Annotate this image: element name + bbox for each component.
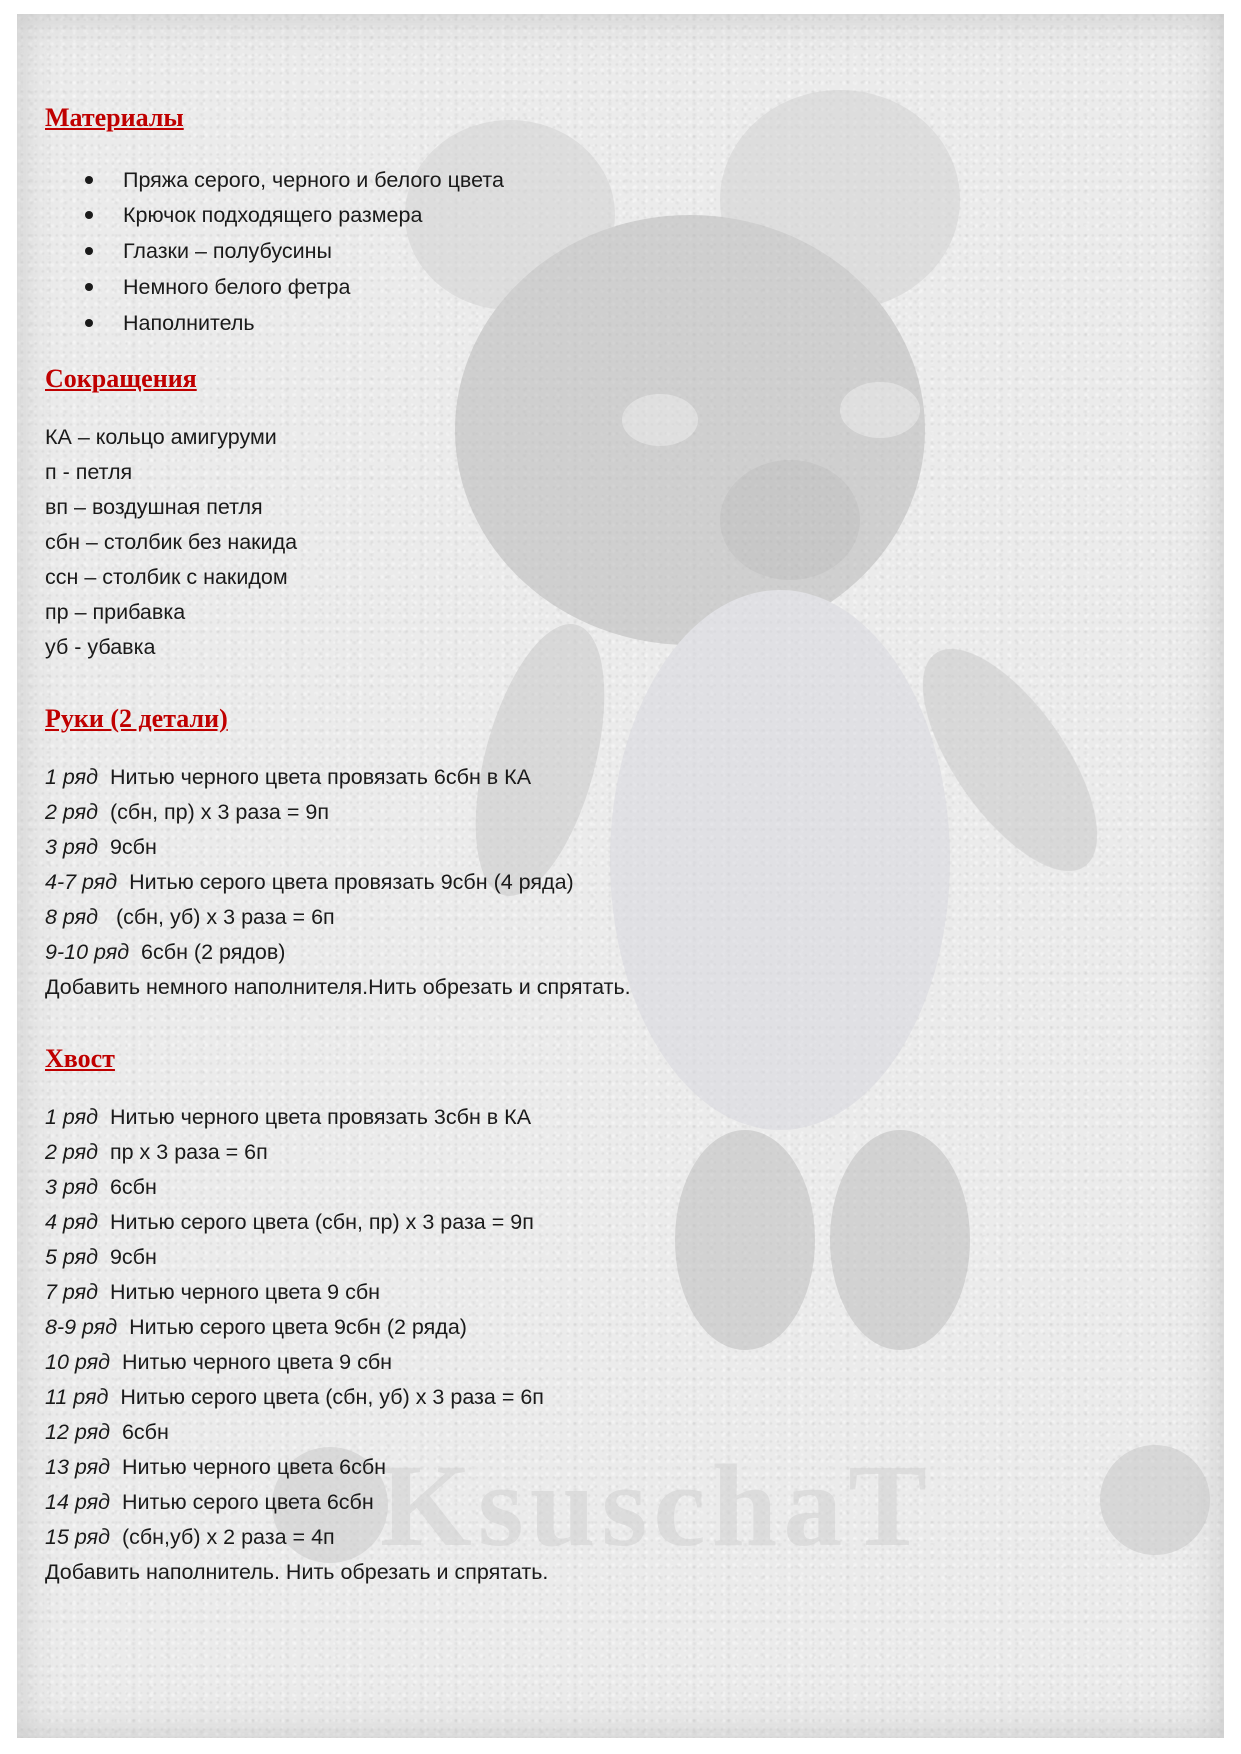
bullet-icon — [85, 319, 93, 327]
row-text: Нитью черного цвета провязать 3сбн в КА — [109, 1105, 532, 1129]
instruction-row — [45, 1104, 531, 1130]
row-text: Нитью черного цвета провязать 6сбн в КА — [109, 765, 532, 789]
abbreviation-item: уб - убавка — [45, 635, 156, 659]
watermark-body — [610, 590, 950, 1130]
instruction-row — [45, 1419, 169, 1445]
row-text: Нитью серого цвета (сбн, уб) х 3 раза = 6п — [120, 1385, 544, 1409]
instruction-row — [45, 1524, 335, 1550]
instruction-row — [45, 1244, 157, 1270]
row-label: 3 ряд — [45, 1175, 99, 1199]
abbreviation-item: п - петля — [45, 460, 133, 484]
watermark-leg-right — [830, 1130, 970, 1350]
heading-tail: Хвост — [45, 1044, 115, 1073]
instruction-row — [45, 1209, 534, 1235]
instruction-row — [45, 834, 157, 860]
row-text: Нитью серого цвета провязать 9сбн (4 ряда) — [129, 870, 574, 894]
instruction-row — [45, 1349, 392, 1375]
row-text: Нитью серого цвета 9сбн (2 ряда) — [129, 1315, 467, 1339]
instruction-row — [45, 1279, 380, 1305]
heading-abbreviations: Сокращения — [45, 364, 197, 393]
row-label: 1 ряд — [45, 1105, 99, 1129]
instruction-row — [45, 1314, 467, 1340]
row-label: 15 ряд — [45, 1525, 110, 1549]
watermark-eye-right — [840, 382, 920, 438]
row-label: 4-7 ряд — [45, 870, 118, 894]
row-label: 11 ряд — [45, 1385, 109, 1409]
row-label: 3 ряд — [45, 835, 99, 859]
watermark-leg-left — [675, 1130, 815, 1350]
row-label: 13 ряд — [45, 1455, 110, 1479]
row-label: 10 ряд — [45, 1350, 110, 1374]
row-label: 8-9 ряд — [45, 1315, 118, 1339]
instruction-row — [45, 1454, 386, 1480]
instruction-row — [45, 869, 574, 895]
arms-note: Добавить немного наполнителя.Нить обрезать и спрятать. — [45, 975, 631, 999]
watermark-eye-left — [622, 394, 698, 446]
instruction-row — [45, 939, 285, 965]
row-text: пр х 3 раза = 6п — [109, 1140, 268, 1164]
row-text: (сбн, уб) х 3 раза = 6п — [109, 905, 335, 929]
watermark-snout — [720, 460, 860, 580]
instruction-row — [45, 764, 531, 790]
row-label: 2 ряд — [45, 800, 99, 824]
abbreviation-item: вп – воздушная петля — [45, 495, 263, 519]
abbreviation-item: ссн – столбик с накидом — [45, 565, 288, 589]
row-text: 6сбн — [121, 1420, 169, 1444]
heading-arms: Руки (2 детали) — [45, 704, 228, 733]
bullet-icon — [85, 211, 93, 219]
abbreviation-item: пр – прибавка — [45, 600, 186, 624]
row-label: 8 ряд — [45, 905, 99, 929]
row-label: 9-10 ряд — [45, 940, 130, 964]
row-text: 6сбн (2 рядов) — [141, 940, 286, 964]
row-text: Нитью черного цвета 9 сбн — [121, 1350, 393, 1374]
row-label: 7 ряд — [45, 1280, 99, 1304]
row-label: 12 ряд — [45, 1420, 110, 1444]
watermark-logo-text: KsuschaT — [380, 1440, 933, 1571]
bullet-icon — [85, 247, 93, 255]
row-text: (сбн, пр) х 3 раза = 9п — [109, 800, 329, 824]
watermark-logo-circle-right — [1100, 1445, 1210, 1555]
instruction-row — [45, 1174, 157, 1200]
tail-note: Добавить наполнитель. Нить обрезать и спрятать. — [45, 1560, 549, 1584]
row-label: 14 ряд — [45, 1490, 110, 1514]
instruction-row — [45, 1489, 374, 1515]
row-text: 9сбн — [109, 835, 157, 859]
instruction-row — [45, 1384, 544, 1410]
row-label: 4 ряд — [45, 1210, 99, 1234]
instruction-row — [45, 904, 335, 930]
row-text: 9сбн — [109, 1245, 157, 1269]
row-label: 2 ряд — [45, 1140, 99, 1164]
row-text: Нитью серого цвета 6сбн — [121, 1490, 374, 1514]
row-text: Нитью черного цвета 9 сбн — [109, 1280, 381, 1304]
instruction-row — [45, 799, 329, 825]
abbreviation-item: КА – кольцо амигуруми — [45, 425, 277, 449]
watermark-arm-left — [451, 611, 630, 910]
bullet-icon — [85, 283, 93, 291]
row-label: 5 ряд — [45, 1245, 99, 1269]
row-label: 1 ряд — [45, 765, 99, 789]
row-text: Нитью серого цвета (сбн, пр) х 3 раза = 9п — [109, 1210, 534, 1234]
abbreviation-item: сбн – столбик без накида — [45, 530, 298, 554]
bullet-icon — [85, 176, 93, 184]
row-text: Нитью черного цвета 6сбн — [121, 1455, 387, 1479]
instruction-row — [45, 1139, 268, 1165]
heading-materials: Материалы — [45, 103, 184, 132]
row-text: (сбн,уб) х 2 раза = 4п — [121, 1525, 335, 1549]
row-text: 6сбн — [109, 1175, 157, 1199]
